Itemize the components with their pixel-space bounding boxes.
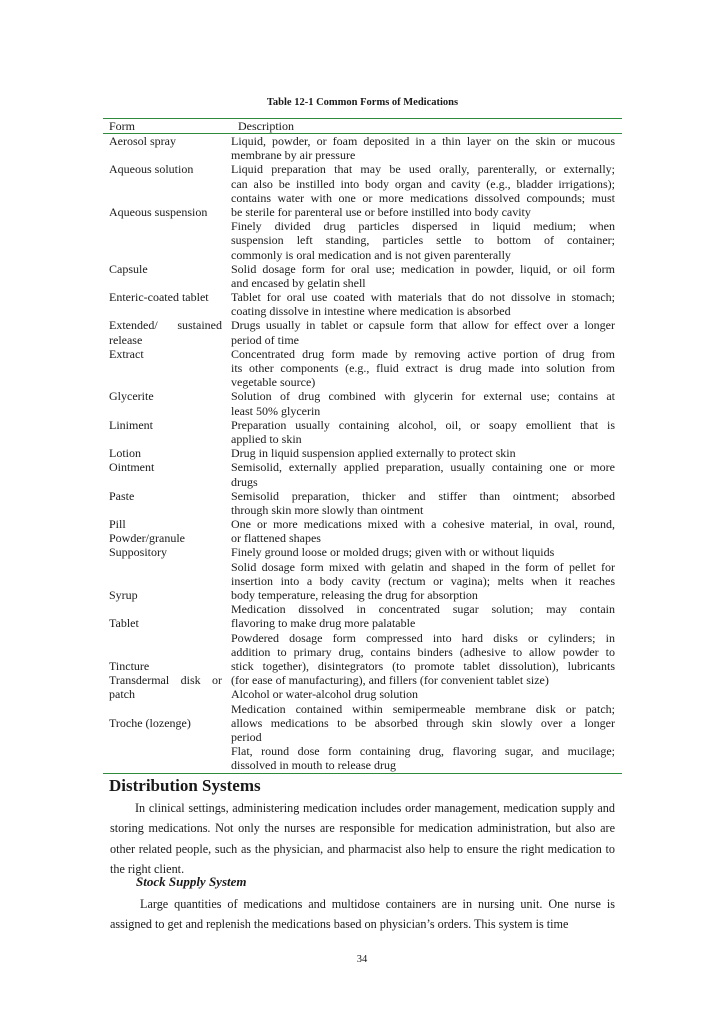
description-line: through skin more slowly than ointment [231, 502, 424, 517]
form-cell: Tincture [109, 658, 150, 673]
form-cell: Aqueous solution [109, 162, 194, 177]
form-cell [109, 574, 231, 588]
form-cell [109, 361, 231, 375]
description-line: Concentrated drug form made by removing active portion of drug from [231, 346, 615, 361]
table-body [103, 134, 622, 773]
form-cell [109, 375, 231, 389]
description-line: and encased by gelatin shell [231, 275, 366, 290]
description-line: flavoring to make drug more palatable [231, 616, 416, 631]
description-line: body temperature, releasing the drug for absorption [231, 588, 478, 602]
form-cell [109, 304, 231, 318]
description-line: Powdered dosage form compressed into hard disks or cylinders; in [231, 630, 615, 645]
description-line: Drugs usually in tablet or capsule form that allow for effect over a longer [231, 318, 615, 333]
description-line: drugs [231, 474, 258, 489]
form-cell [109, 631, 231, 645]
medication-forms-table [103, 118, 622, 774]
description-line: insertion into a body cavity (rectum or vagina); melts when it reaches [231, 573, 615, 588]
form-cell: Glycerite [109, 389, 154, 404]
form-cell [109, 177, 231, 191]
form-cell [109, 744, 231, 758]
form-cell: Paste [109, 488, 135, 503]
form-cell [109, 276, 231, 290]
description-line: allows medications to be absorbed through skin slowly over a longer [231, 715, 615, 730]
description-line: addition to primary drug, contains binders (adhesive to allow powder to [231, 644, 615, 659]
form-cell: Aerosol spray [109, 134, 176, 148]
description-column [231, 134, 622, 772]
form-cell: Troche (lozenge) [109, 715, 191, 730]
form-cell [109, 702, 231, 716]
header-description: Description [238, 119, 294, 133]
description-line: Semisolid, externally applied preparation, usually containing one or more [231, 460, 615, 475]
description-line: contains water with one or more medications dissolved compounds; must [231, 190, 615, 205]
description-line: least 50% glycerin [231, 403, 321, 418]
subsection-paragraph: Large quantities of medications and multidose containers are in nursing unit. One nurse is assigned to get and replenish the medications based on physician’s orders. This system is time [110, 897, 615, 932]
header-form: Form [109, 119, 136, 133]
form-cell [109, 219, 231, 233]
description-line: membrane by air pressure [231, 148, 356, 163]
description-line: suspension left standing, particles settle to bottom of container; [231, 233, 615, 248]
form-cell: Lotion [109, 446, 141, 461]
page-number: 34 [356, 954, 368, 965]
form-cell [109, 758, 231, 772]
description-line: its other components (e.g., fluid extract is drug made into solution from [231, 361, 615, 375]
description-line: Medication contained within semipermeable membrane disk or patch; [231, 701, 615, 716]
description-line: Alcohol or water-alcohol drug solution [231, 687, 419, 702]
table-header-row [103, 119, 622, 134]
subsection-heading: Stock Supply System [136, 874, 247, 889]
description-line: or flattened shapes [231, 531, 321, 546]
description-line: Preparation usually containing alcohol, oil, or soapy emollient that is [231, 417, 615, 432]
description-line: Drug in liquid suspension applied externally to protect skin [231, 446, 516, 461]
description-line: commonly is oral medication and is not given parenterally [231, 247, 511, 262]
description-line: Solid dosage form for oral use; medication in powder, liquid, or oil form [231, 261, 615, 276]
description-line: can also be instilled into body organ and cavity (e.g., bladder irrigations); [231, 176, 615, 191]
description-line: Solid dosage form mixed with gelatin and shaped in the form of pellet for [231, 559, 615, 574]
form-cell: Powder/granule [109, 531, 185, 546]
form-cell: Pill [109, 517, 126, 532]
form-cell: Ointment [109, 460, 155, 475]
description-line: Solution of drug combined with glycerin for external use; contains at [231, 389, 615, 404]
description-line: be sterile for parenteral use or before instilled into body cavity [231, 204, 531, 219]
description-line: Flat, round dose form containing drug, flavoring sugar, and mucilage; [231, 744, 615, 759]
form-cell: Extract [109, 346, 144, 361]
description-line: Medication dissolved in concentrated sugar solution; may contain [231, 602, 615, 617]
section-paragraph: In clinical settings, administering medication includes order management, medication supply and storing medications. Not only the nurses are responsible for medication administration, but also are other related people, such as the physician, and pharmacist also help to ensure the right medication to the right client. [110, 801, 615, 876]
form-cell: Transdermal disk or [109, 673, 222, 688]
form-cell: Tablet [109, 616, 139, 631]
description-line: coating dissolve in intestine where medication is absorbed [231, 304, 511, 319]
form-cell: Capsule [109, 261, 148, 276]
description-line: Finely divided drug particles dispersed in liquid medium; when [231, 219, 615, 234]
description-line: vegetable source) [231, 375, 316, 390]
form-cell [109, 148, 231, 162]
form-cell: Aqueous suspension [109, 204, 208, 219]
form-cell: release [109, 332, 143, 347]
form-cell: Syrup [109, 588, 138, 602]
form-column [103, 134, 231, 772]
form-cell [109, 560, 231, 574]
table-caption: Table 12-1 Common Forms of Medications [266, 97, 459, 108]
form-cell: Extended/ sustained [109, 318, 222, 333]
description-line: Semisolid preparation, thicker and stiffer than ointment; absorbed [231, 488, 615, 503]
description-line: applied to skin [231, 431, 302, 446]
form-cell [109, 432, 231, 446]
form-cell: Enteric-coated tablet [109, 290, 209, 305]
form-cell [109, 191, 231, 205]
description-line: stick together), disintegrators (to promote tablet dissolution), lubricants [231, 658, 615, 673]
form-cell: Liniment [109, 417, 153, 432]
section-heading: Distribution Systems [109, 776, 261, 795]
form-cell: Suppository [109, 545, 168, 560]
description-line: Tablet for oral use coated with materials that do not dissolve in stomach; [231, 290, 615, 305]
form-cell [109, 475, 231, 489]
description-line: Liquid preparation that may be used orally, parenterally, or externally; [231, 162, 615, 177]
form-cell [109, 233, 231, 247]
form-cell [109, 503, 231, 517]
form-cell [109, 602, 231, 616]
description-line: period [231, 729, 262, 744]
description-line: dissolved in mouth to release drug [231, 758, 396, 773]
description-line: period of time [231, 332, 299, 347]
form-cell [109, 645, 231, 659]
form-cell [109, 404, 231, 418]
description-line: (for ease of manufacturing), and fillers (for convenient tablet size) [231, 673, 549, 688]
form-cell [109, 730, 231, 744]
description-line: Finely ground loose or molded drugs; given with or without liquids [231, 545, 555, 560]
description-line: Liquid, powder, or foam deposited in a thin layer on the skin or mucous [231, 134, 615, 148]
form-cell: patch [109, 687, 135, 702]
form-cell [109, 248, 231, 262]
description-line: One or more medications mixed with a cohesive material, in oval, round, [231, 517, 615, 532]
